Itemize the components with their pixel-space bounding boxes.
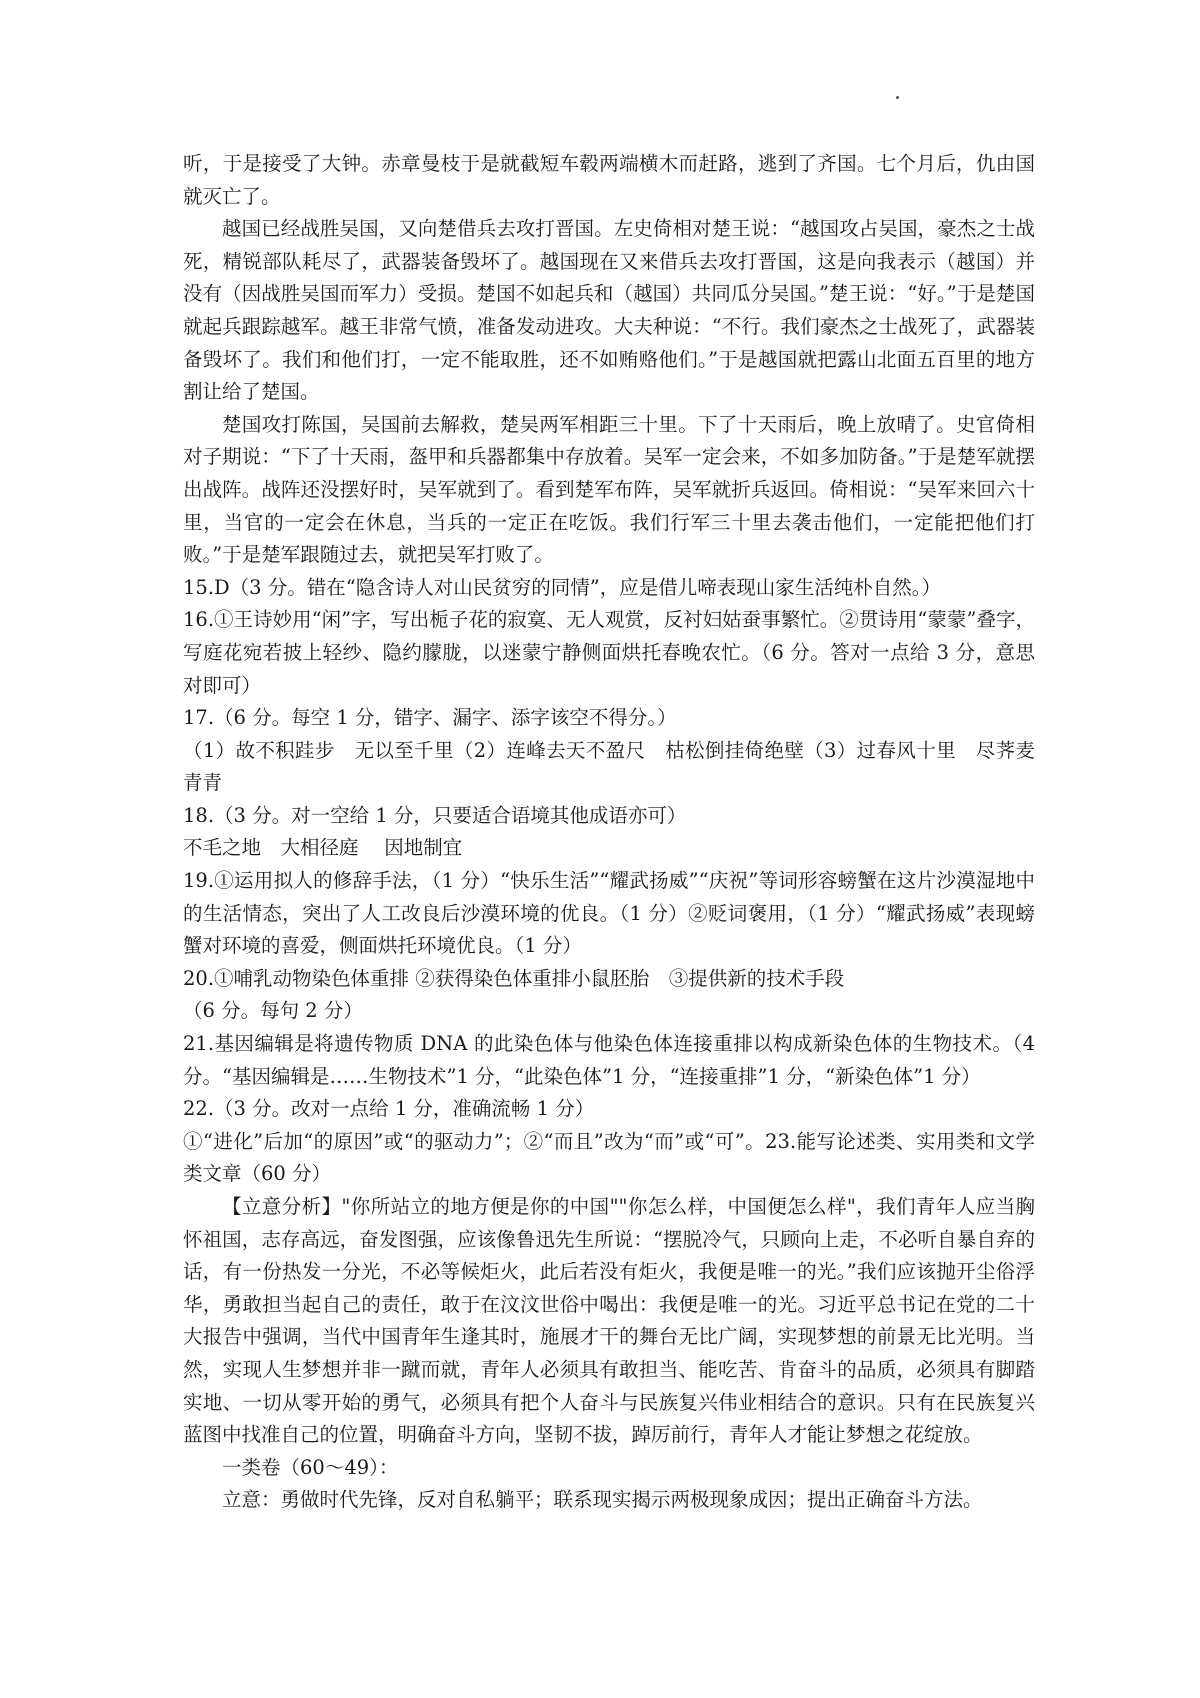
answer-17-body: （1）故不积跬步 无以至千里（2）连峰去天不盈尺 枯松倒挂倚绝壁（3）过春风十里 尽荠麦青青: [183, 738, 1035, 795]
answer-16: 16.①王诗妙用“闲”字，写出栀子花的寂寞、无人观赏，反衬妇姑蚕事繁忙。②贯诗用“蒙蒙”叠字，写庭花宛若披上轻纱、隐约朦胧，以迷蒙宁静侧面烘托春晚农忙。（6 分。答对一点给 3 分，意思对即可）: [183, 608, 1035, 697]
answer-17-header: 17.（6 分。每空 1 分，错字、漏字、添字该空不得分。）: [183, 706, 677, 730]
answer-22-body: ①“进化”后加“的原因”或“的驱动力”；②“而且”改为“而”或“可”。23.能写论述类、实用类和文学类文章（60 分）: [183, 1129, 1035, 1186]
scan-dot: [896, 96, 899, 99]
answer-22-header: 22.（3 分。改对一点给 1 分，准确流畅 1 分）: [183, 1097, 595, 1121]
answer-19: 19.①运用拟人的修辞手法，（1 分）“快乐生活”“耀武扬威”“庆祝”等词形容螃蟹在这片沙漠湿地中的生活情态，突出了人工改良后沙漠环境的优良。（1 分）②贬词褒用，（1 分）“耀武扬威”表现螃蟹对环境的喜爱，侧面烘托环境优良。（1 分）: [183, 869, 1035, 958]
answer-18-header: 18.（3 分。对一空给 1 分，只要适合语境其他成语亦可）: [183, 803, 687, 827]
answer-20-score: （6 分。每句 2 分）: [183, 999, 363, 1023]
paragraph-yue-borrow-troops: 越国已经战胜吴国，又向楚借兵去攻打晋国。左史倚相对楚王说：“越国攻占吴国，豪杰之士战死，精锐部队耗尽了，武器装备毁坏了。越国现在又来借兵去攻打晋国，这是向我表示（越国）并没有（因战胜吴国而军力）受损。楚国不如起兵和（越国）共同瓜分吴国。”楚王说：“好。”于是楚国就起兵跟踪越军。越王非常气愤，准备发动进攻。大夫种说：“不行。我们豪杰之士战死了，武器装备毁坏了。我们和他们打，一定不能取胜，还不如贿赂他们。”于是越国就把露山北面五百里的地方割让给了楚国。: [183, 217, 1035, 404]
essay-analysis: 【立意分析】"你所站立的地方便是你的中国""你怎么样，中国便怎么样"，我们青年人应当胸怀祖国，志存高远，奋发图强，应该像鲁迅先生所说：“摆脱冷气，只顾向上走，不必听自暴自弃的话，有一份热发一分光，不必等候炬火，此后若没有炬火，我便是唯一的光。”我们应该抛开尘俗浮华，勇敢担当起自己的责任，敢于在汶汶世俗中喝出：我便是唯一的光。习近平总书记在党的二十大报告中强调，当代中国青年生逢其时，施展才干的舞台无比广阔，实现梦想的前景无比光明。当然，实现人生梦想并非一蹴而就，青年人必须具有敢担当、能吃苦、肯奋斗的品质，必须具有脚踏实地、一切从零开始的勇气，必须具有把个人奋斗与民族复兴伟业相结合的意识。只有在民族复兴蓝图中找准自己的位置，明确奋斗方向，坚韧不拔，踔厉前行，青年人才能让梦想之花绽放。: [183, 1195, 1035, 1447]
answer-20: 20.①哺乳动物染色体重排 ②获得染色体重排小鼠胚胎 ③提供新的技术手段: [183, 966, 845, 990]
paragraph-chu-attack-chen: 楚国攻打陈国，吴国前去解救，楚吴两军相距三十里。下了十天雨后，晚上放晴了。史官倚相对子期说：“下了十天雨，盔甲和兵器都集中存放着。吴军一定会来，不如多加防备。”于是楚军就摆出战阵。战阵还没摆好时，吴军就到了。看到楚军布阵，吴军就折兵返回。倚相说：“吴军来回六十里，当官的一定会在休息，当兵的一定正在吃饭。我们行军三十里去袭击他们，一定能把他们打败。”于是楚军跟随过去，就把吴军打败了。: [183, 412, 1035, 567]
answer-15: 15.D（3 分。错在“隐含诗人对山民贫穷的同情”，应是借儿啼表现山家生活纯朴自然。）: [183, 575, 941, 599]
answer-18-body: 不毛之地 大相径庭 因地制宜: [183, 836, 463, 860]
paragraph-continuation: 听，于是接受了大钟。赤章曼枝于是就截短车毂两端横木而赶路，逃到了齐国。七个月后，仇由国就灭亡了。: [183, 152, 1035, 208]
grade-one-theme: 立意：勇做时代先锋，反对自私躺平；联系现实揭示两极现象成因；提出正确奋斗方法。: [222, 1488, 983, 1512]
grade-one-heading: 一类卷（60～49）：: [222, 1455, 399, 1479]
document-body: [183, 148, 1035, 1517]
answer-21: 21.基因编辑是将遗传物质 DNA 的此染色体与他染色体连接重排以构成新染色体的生物技术。（4 分。“基因编辑是……生物技术”1 分，“此染色体”1 分，“连接重排”1 分，“新染色体”1 分）: [183, 1032, 1035, 1088]
